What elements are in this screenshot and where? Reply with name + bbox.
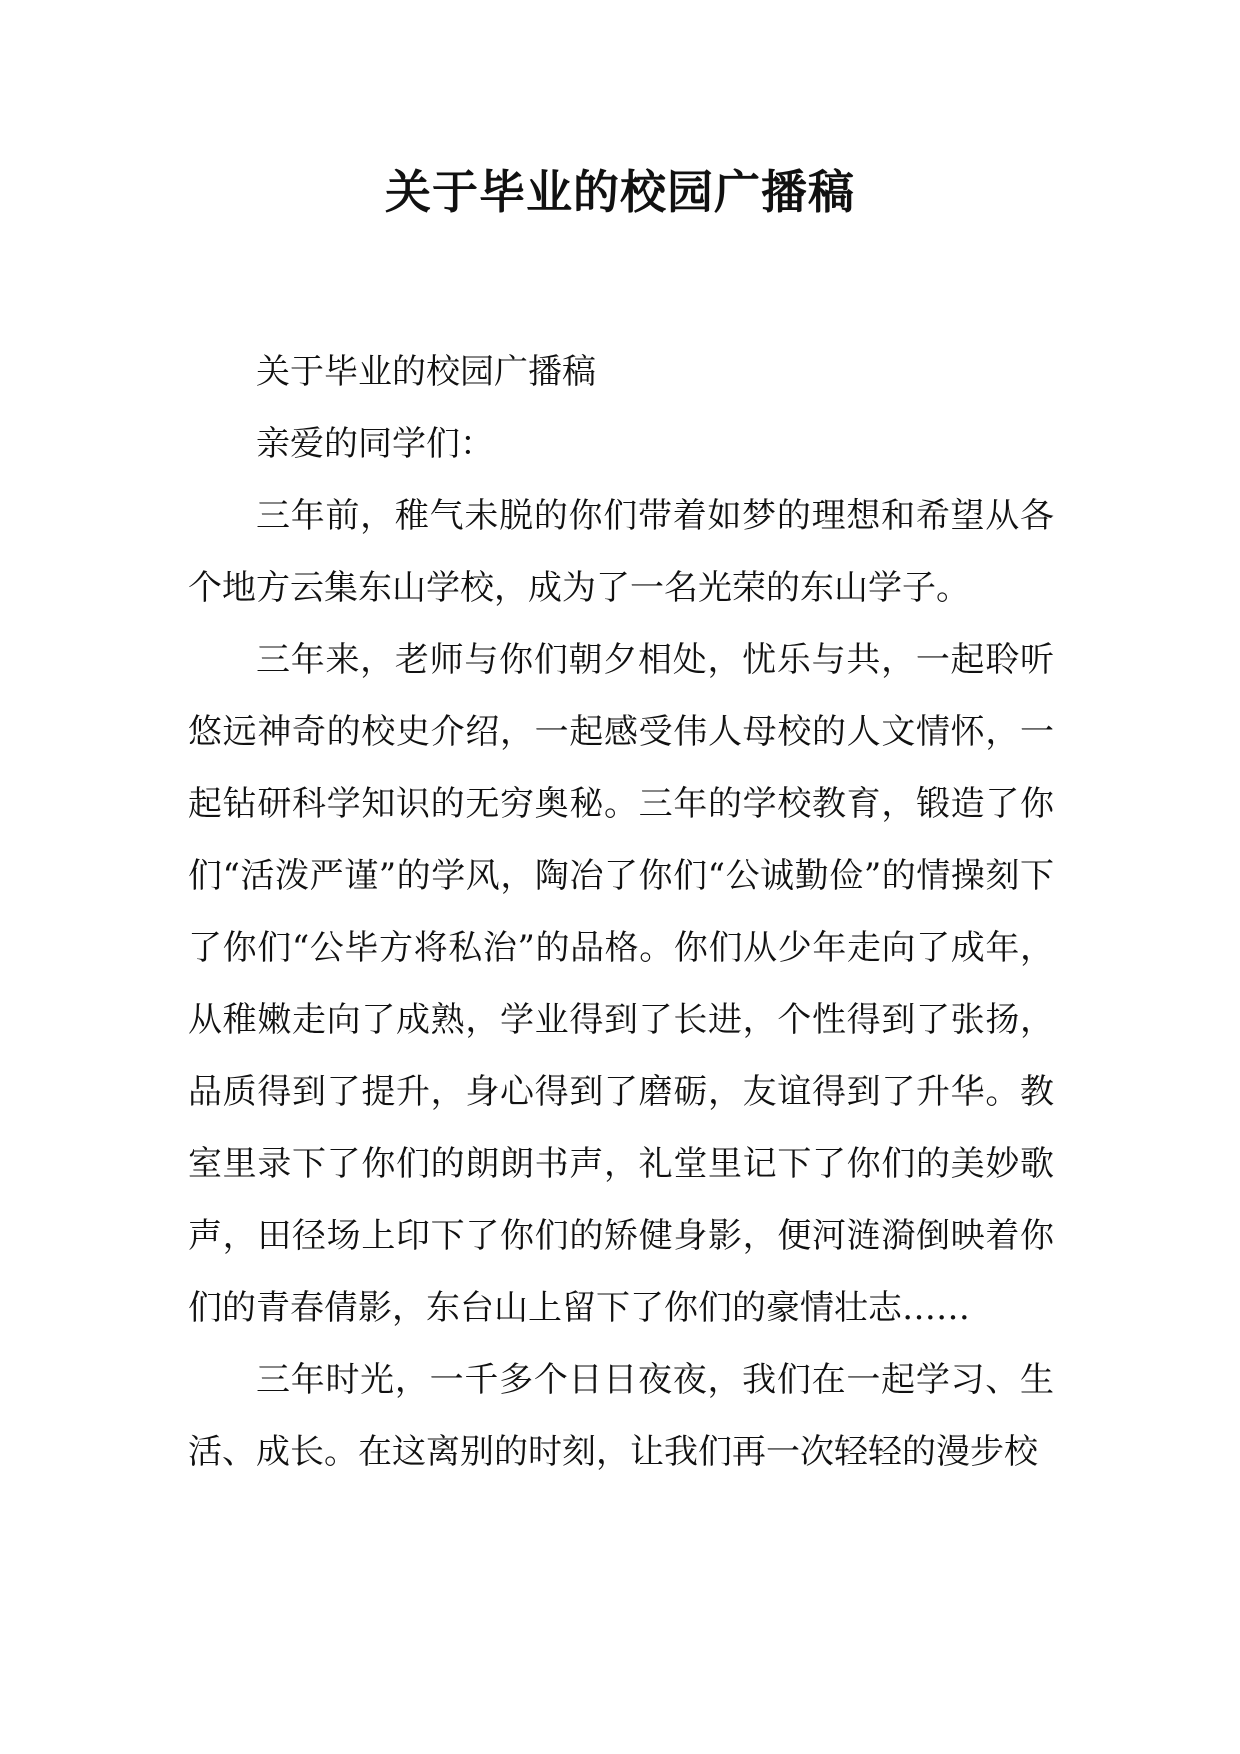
paragraph: 三年时光，一千多个日日夜夜，我们在一起学习、生活、成长。在这离别的时刻，让我们再一次轻轻的漫步校: [188, 1360, 1054, 1472]
paragraph-salutation: 亲爱的同学们：: [256, 424, 494, 464]
document-title: 关于毕业的校园广播稿: [385, 165, 855, 219]
paragraph: 三年来，老师与你们朝夕相处，忧乐与共，一起聆听悠远神奇的校史介绍，一起感受伟人母校的人文情怀，一起钻研科学知识的无穷奥秘。三年的学校教育，锻造了你们“活泼严谨”的学风，陶冶了你们“公诚勤俭”的情操刻下了你们“公毕方将私治”的品格。你们从少年走向了成年，从稚嫩走向了成熟，学业得到了长进，个性得到了张扬，品质得到了提升，身心得到了磨砺，友谊得到了升华。教室里录下了你们的朗朗书声，礼堂里记下了你们的美妙歌声，田径场上印下了你们的矫健身影，便河涟漪倒映着你们的青春倩影，东台山上留下了你们的豪情壮志……: [188, 640, 1054, 1328]
paragraph: 三年前，稚气未脱的你们带着如梦的理想和希望从各个地方云集东山学校，成为了一名光荣的东山学子。: [188, 496, 1054, 608]
document-body: [188, 336, 1054, 1488]
paragraph-heading: 关于毕业的校园广播稿: [256, 352, 596, 392]
